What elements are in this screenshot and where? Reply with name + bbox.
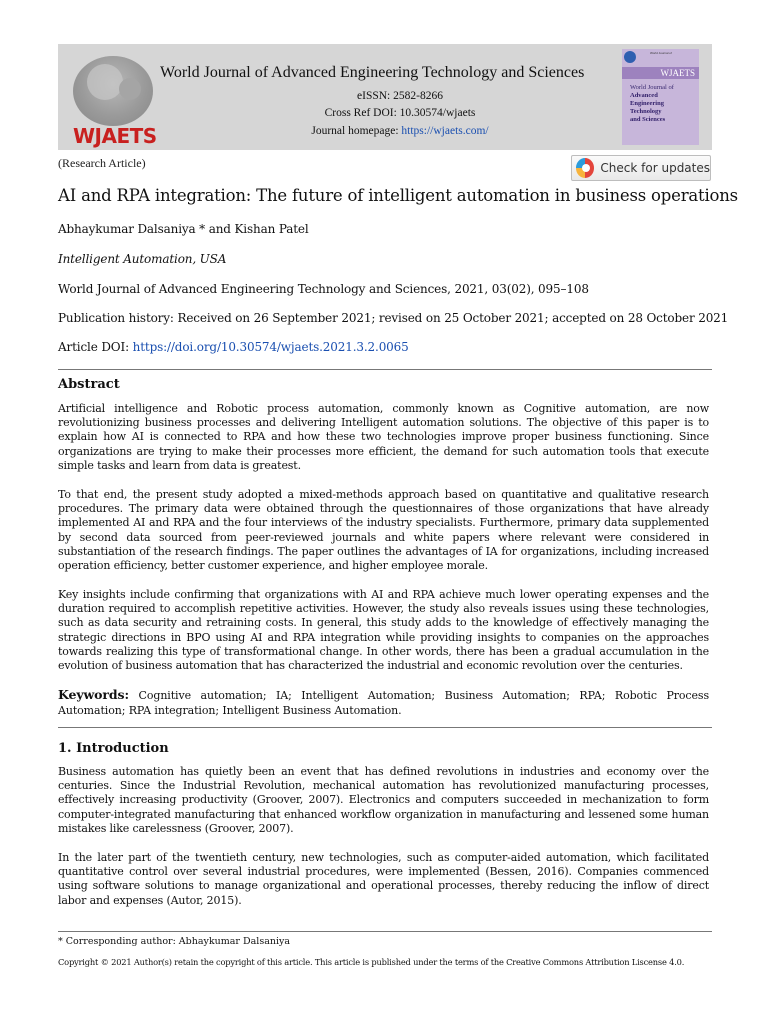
cover-journal-name <box>630 84 694 124</box>
cover-abbr: WJAETS <box>660 68 695 78</box>
homepage-label: Journal homepage: <box>311 125 402 137</box>
cover-name-line: Advanced <box>630 92 658 99</box>
citation: World Journal of Advanced Engineering Technology and Sciences, 2021, 03(02), 095–108 <box>58 282 589 296</box>
publication-history: Publication history: Received on 26 September 2021; revised on 25 October 2021; accepted on 28 October 2021 <box>58 311 729 325</box>
divider <box>58 931 712 932</box>
keywords-label: Keywords: <box>58 687 129 702</box>
cover-small-text: World Journal of <box>650 51 672 55</box>
homepage-link[interactable]: https://wjaets.com/ <box>401 125 489 137</box>
cover-globe-icon <box>624 51 636 63</box>
journal-logo-text: WJAETS <box>73 124 157 148</box>
eissn: eISSN: 2582-8266 <box>357 90 443 102</box>
cover-name-line: Technology <box>630 108 662 115</box>
introduction-paragraph: Business automation has quietly been an event that has defined revolutions in industries and economy over the centuries. Since the Industrial Revolution, mechanical automation has revolutionized manufacturing processes, effectively increasing productivity (Groover, 2007). Electronics and computers succeeded in mechanization to form computer-integrated manufacturing that enhanced workflow organization in manufacturing and lessened some human mistakes like carelessness (Groover, 2007). <box>58 765 709 835</box>
divider <box>58 727 712 728</box>
corresponding-author-footnote: * Corresponding author: Abhaykumar Dalsaniya <box>58 936 291 947</box>
cover-name-line: World Journal of <box>630 84 674 91</box>
doi-link[interactable]: https://doi.org/10.30574/wjaets.2021.3.2.0065 <box>132 340 409 354</box>
authors: Abhaykumar Dalsaniya * and Kishan Patel <box>58 222 309 236</box>
paper-title: AI and RPA integration: The future of intelligent automation in business operations <box>58 186 738 205</box>
abstract-paragraph: Key insights include confirming that organizations with AI and RPA achieve much lower operating expenses and the duration required to accomplish repetitive activities. However, the study also reveals issues using these technologies, such as data security and retraining costs. In general, this study adds to the knowledge of effectively managing the strategic directions in BPO using AI and RPA integration while providing insights to companies on the approaches towards realizing this type of transformational change. In other words, there has been a gradual accumulation in the evolution of business automation that has characterized the industrial and economic revolution over the centuries. <box>58 588 709 673</box>
keywords-text: Cognitive automation; IA; Intelligent Automation; Business Automation; RPA; Robotic Process Automation; RPA integration; Intelligent Business Automation. <box>58 689 709 717</box>
keywords <box>58 687 709 718</box>
introduction-heading: 1. Introduction <box>58 741 169 756</box>
abstract-paragraph: To that end, the present study adopted a mixed-methods approach based on quantitative and qualitative research procedures. The primary data were obtained through the questionnaires of those organizations that have already implemented AI and RPA and the four interviews of the industry specialists. Furthermore, primary data supplemented by second data sourced from peer-reviewed journals and white papers where relevant were considered in substantiation of the research findings. The paper outlines the advantages of IA for organizations, including increased operation efficiency, better customer experience, and higher employee morale. <box>58 488 709 573</box>
article-doi <box>58 340 409 354</box>
journal-homepage <box>230 125 570 137</box>
check-for-updates-label: Check for updates <box>600 161 710 175</box>
crossmark-icon <box>576 158 594 178</box>
copyright-notice: Copyright © 2021 Author(s) retain the copyright of this article. This article is published under the terms of the Creative Commons Attribution Liscense 4.0. <box>58 957 685 967</box>
check-for-updates-button[interactable] <box>571 155 711 181</box>
doi-label: Article DOI: <box>58 340 133 354</box>
cover-name-line: and Sciences <box>630 116 666 123</box>
journal-title: World Journal of Advanced Engineering Technology and Sciences <box>160 64 585 81</box>
affiliation: Intelligent Automation, USA <box>58 252 227 266</box>
article-type: (Research Article) <box>58 156 146 170</box>
abstract-paragraph: Artificial intelligence and Robotic process automation, commonly known as Cognitive automation, are now revolutionizing business processes and delivering Intelligent automation solutions. The objective of this paper is to explain how AI is connected to RPA and how these two technologies improve proper business functioning. Since organizations are trying to make their processes more efficient, the demand for such automation tools that execute simple tasks and learn from data is greatest. <box>58 402 709 472</box>
divider <box>58 369 712 370</box>
introduction-paragraph: In the later part of the twentieth century, new technologies, such as computer-aided automation, which facilitated quantitative control over several industrial procedures, were implemented (Bessen, 2016). Companies commenced using software solutions to manage organizational and operational processes, thereby reducing the inflow of direct labor and expenses (Autor, 2015). <box>58 851 709 907</box>
crossref-doi: Cross Ref DOI: 10.30574/wjaets <box>324 107 476 119</box>
abstract-heading: Abstract <box>58 377 120 392</box>
cover-name-line: Engineering <box>630 100 664 107</box>
journal-logo-icon <box>73 56 153 126</box>
